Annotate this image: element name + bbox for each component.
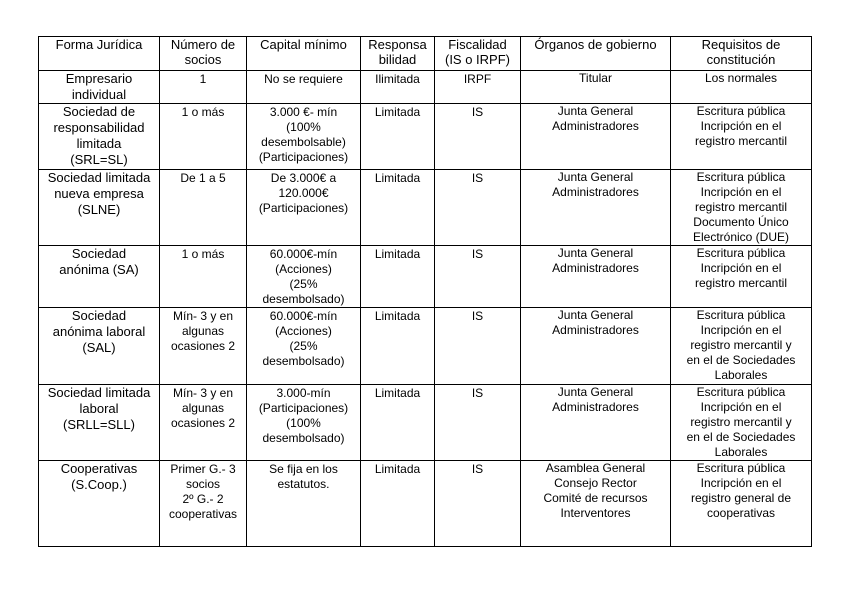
table-cell-requisitos xyxy=(671,246,812,308)
cell-text-line: Órganos de gobierno xyxy=(534,37,657,52)
cell-text-line: laboral xyxy=(79,401,119,416)
cell-text-line: 2º G.- 2 xyxy=(182,492,224,506)
cell-text-line: anónima laboral xyxy=(52,324,146,339)
cell-text-line: Mín- 3 y en xyxy=(172,386,234,400)
cell-text-line: en el de Sociedades xyxy=(686,353,796,367)
cell-text-line: Requisitos de xyxy=(701,37,781,52)
cell-text-line: registro mercantil xyxy=(694,134,788,148)
column-header-responsabilidad xyxy=(361,37,435,71)
cell-text-line: Documento Único xyxy=(693,215,789,229)
cell-text-line: Se fija en los xyxy=(269,462,338,476)
cell-text-line: desembolsado) xyxy=(262,292,345,306)
table-cell-requisitos xyxy=(671,71,812,104)
table-cell-numero xyxy=(160,170,247,246)
cell-text-line: desembolsado) xyxy=(262,431,345,445)
table-cell-organos xyxy=(521,104,671,170)
cell-text-line: Capital mínimo xyxy=(260,37,347,52)
column-header-fiscalidad xyxy=(435,37,521,71)
cell-text-line: Electrónico (DUE) xyxy=(692,230,790,244)
cell-text-line: responsabilidad xyxy=(53,120,145,135)
cell-text-line: Incripción en el xyxy=(700,119,782,133)
cell-text-line: (SLNE) xyxy=(77,202,121,217)
table-cell-responsabilidad xyxy=(361,71,435,104)
table-cell-fiscalidad xyxy=(435,308,521,385)
cell-text-line: Cooperativas xyxy=(60,461,138,476)
column-header-requisitos xyxy=(671,37,812,71)
table-cell-numero xyxy=(160,246,247,308)
table-row xyxy=(39,385,812,461)
cell-text-line: socios xyxy=(184,52,222,67)
cell-text-line: 1 o más xyxy=(181,105,225,119)
table-cell-capital xyxy=(247,461,361,547)
cell-text-line: (S.Coop.) xyxy=(71,477,127,492)
table-cell-forma xyxy=(39,385,160,461)
cell-text-line: Administradores xyxy=(552,400,639,414)
cell-text-line: Limitada xyxy=(374,462,421,476)
table-cell-requisitos xyxy=(671,170,812,246)
cell-text-line: Escritura pública xyxy=(696,104,786,118)
cell-text-line: Primer G.- 3 xyxy=(170,462,236,476)
cell-text-line: (SRL=SL) xyxy=(70,152,128,167)
cell-text-line: Laborales xyxy=(714,368,768,382)
cell-text-line: Administradores xyxy=(552,185,639,199)
cell-text-line: constitución xyxy=(706,52,776,67)
table-cell-organos xyxy=(521,461,671,547)
column-header-capital xyxy=(247,37,361,71)
table-row xyxy=(39,308,812,385)
cell-text-line: nueva empresa xyxy=(54,186,144,201)
cell-text-line: Administradores xyxy=(552,323,639,337)
cell-text-line: Limitada xyxy=(374,386,421,400)
table-cell-requisitos xyxy=(671,461,812,547)
table-cell-organos xyxy=(521,385,671,461)
cell-text-line: De 1 a 5 xyxy=(180,171,226,185)
table-cell-capital xyxy=(247,246,361,308)
cell-text-line: (100% xyxy=(286,416,321,430)
cell-text-line: Sociedad de xyxy=(62,104,136,119)
cell-text-line: (100% xyxy=(286,120,321,134)
table-cell-capital xyxy=(247,170,361,246)
cell-text-line: registro mercantil xyxy=(694,200,788,214)
cell-text-line: Laborales xyxy=(714,445,768,459)
cell-text-line: IS xyxy=(471,247,484,261)
table-cell-fiscalidad xyxy=(435,170,521,246)
cell-text-line: Limitada xyxy=(374,171,421,185)
table-cell-fiscalidad xyxy=(435,385,521,461)
cell-text-line: Número de xyxy=(170,37,236,52)
cell-text-line: IS xyxy=(471,105,484,119)
cell-text-line: IS xyxy=(471,386,484,400)
cell-text-line: IS xyxy=(471,309,484,323)
table-cell-forma xyxy=(39,308,160,385)
cell-text-line: Escritura pública xyxy=(696,308,786,322)
cell-text-line: (25% xyxy=(289,277,318,291)
table-cell-fiscalidad xyxy=(435,104,521,170)
cell-text-line: desembolsable) xyxy=(261,135,346,149)
cell-text-line: registro mercantil y xyxy=(690,415,792,429)
cell-text-line: Mín- 3 y en xyxy=(172,309,234,323)
table-cell-forma xyxy=(39,461,160,547)
cell-text-line: ocasiones 2 xyxy=(170,416,236,430)
cell-text-line: 3.000 €- mín xyxy=(269,105,338,119)
cell-text-line: registro mercantil y xyxy=(690,338,792,352)
legal-forms-table xyxy=(38,36,812,547)
table-cell-requisitos xyxy=(671,104,812,170)
table-row xyxy=(39,246,812,308)
cell-text-line: Administradores xyxy=(552,119,639,133)
cell-text-line: (Participaciones) xyxy=(258,201,349,215)
cell-text-line: limitada xyxy=(76,136,122,151)
table-cell-organos xyxy=(521,246,671,308)
column-header-organos xyxy=(521,37,671,71)
cell-text-line: Sociedad limitada xyxy=(47,170,151,185)
cell-text-line: estatutos. xyxy=(277,477,330,491)
cell-text-line: 60.000€-mín xyxy=(269,309,338,323)
table-body xyxy=(39,71,812,547)
cell-text-line: Junta General xyxy=(557,170,634,184)
cell-text-line: Incripción en el xyxy=(700,400,782,414)
cell-text-line: Sociedad xyxy=(71,246,127,261)
cell-text-line: Junta General xyxy=(557,104,634,118)
table-cell-responsabilidad xyxy=(361,104,435,170)
cell-text-line: 120.000€ xyxy=(278,186,329,200)
cell-text-line: Fiscalidad xyxy=(448,37,507,52)
cell-text-line: IS xyxy=(471,171,484,185)
table-cell-responsabilidad xyxy=(361,308,435,385)
cell-text-line: registro mercantil xyxy=(694,276,788,290)
cell-text-line: ocasiones 2 xyxy=(170,339,236,353)
cell-text-line: Responsa xyxy=(368,37,427,52)
cell-text-line: en el de Sociedades xyxy=(686,430,796,444)
table-cell-forma xyxy=(39,170,160,246)
cell-text-line: cooperativas xyxy=(168,507,238,521)
cell-text-line: cooperativas xyxy=(706,506,776,520)
table-row xyxy=(39,461,812,547)
cell-text-line: (SRLL=SLL) xyxy=(63,417,135,432)
table-cell-responsabilidad xyxy=(361,246,435,308)
cell-text-line: Empresario xyxy=(65,71,133,86)
cell-text-line: Limitada xyxy=(374,105,421,119)
table-cell-responsabilidad xyxy=(361,170,435,246)
table-cell-numero xyxy=(160,71,247,104)
cell-text-line: IS xyxy=(471,462,484,476)
cell-text-line: socios xyxy=(185,477,220,491)
cell-text-line: Escritura pública xyxy=(696,246,786,260)
table-cell-numero xyxy=(160,385,247,461)
cell-text-line: individual xyxy=(71,87,127,102)
table-cell-responsabilidad xyxy=(361,461,435,547)
cell-text-line: 1 o más xyxy=(181,247,225,261)
cell-text-line: 1 xyxy=(199,72,207,86)
cell-text-line: (Acciones) xyxy=(275,324,332,338)
table-cell-forma xyxy=(39,246,160,308)
cell-text-line: algunas xyxy=(181,401,225,415)
table-cell-organos xyxy=(521,71,671,104)
cell-text-line: (Acciones) xyxy=(275,262,332,276)
cell-text-line: Escritura pública xyxy=(696,461,786,475)
cell-text-line: Sociedad limitada xyxy=(47,385,151,400)
cell-text-line: Junta General xyxy=(557,385,634,399)
table-cell-capital xyxy=(247,385,361,461)
cell-text-line: Consejo Rector xyxy=(554,476,637,490)
table-header-row xyxy=(39,37,812,71)
table-cell-organos xyxy=(521,308,671,385)
cell-text-line: anónima (SA) xyxy=(59,262,139,277)
cell-text-line: Incripción en el xyxy=(700,476,782,490)
column-header-forma xyxy=(39,37,160,71)
cell-text-line: Incripción en el xyxy=(700,323,782,337)
cell-text-line: (SAL) xyxy=(82,340,116,355)
cell-text-line: Limitada xyxy=(374,309,421,323)
cell-text-line: Administradores xyxy=(552,261,639,275)
table-cell-numero xyxy=(160,461,247,547)
table-cell-fiscalidad xyxy=(435,71,521,104)
cell-text-line: bilidad xyxy=(378,52,417,67)
table-cell-capital xyxy=(247,104,361,170)
cell-text-line: Forma Jurídica xyxy=(55,37,143,52)
cell-text-line: Comité de recursos xyxy=(543,491,648,505)
cell-text-line: (IS o IRPF) xyxy=(444,52,510,67)
table-row xyxy=(39,71,812,104)
table-cell-fiscalidad xyxy=(435,461,521,547)
cell-text-line: Escritura pública xyxy=(696,385,786,399)
table-cell-requisitos xyxy=(671,308,812,385)
cell-text-line: (Participaciones) xyxy=(258,150,349,164)
cell-text-line: (25% xyxy=(289,339,318,353)
table-cell-organos xyxy=(521,170,671,246)
cell-text-line: Incripción en el xyxy=(700,185,782,199)
cell-text-line: IRPF xyxy=(463,72,492,86)
cell-text-line: Sociedad xyxy=(71,308,127,323)
table-cell-forma xyxy=(39,104,160,170)
table-cell-forma xyxy=(39,71,160,104)
table-cell-requisitos xyxy=(671,385,812,461)
table-cell-capital xyxy=(247,308,361,385)
cell-text-line: Limitada xyxy=(374,247,421,261)
cell-text-line: 3.000-mín xyxy=(276,386,331,400)
table-cell-fiscalidad xyxy=(435,246,521,308)
table-row xyxy=(39,104,812,170)
table-cell-capital xyxy=(247,71,361,104)
table-cell-numero xyxy=(160,104,247,170)
cell-text-line: Asamblea General xyxy=(545,461,646,475)
table-cell-responsabilidad xyxy=(361,385,435,461)
cell-text-line: No se requiere xyxy=(264,72,343,86)
cell-text-line: algunas xyxy=(181,324,225,338)
cell-text-line: registro general de xyxy=(690,491,792,505)
column-header-numero xyxy=(160,37,247,71)
cell-text-line: Los normales xyxy=(704,71,778,85)
cell-text-line: Ilimitada xyxy=(375,72,420,86)
table-cell-numero xyxy=(160,308,247,385)
cell-text-line: Titular xyxy=(579,71,612,85)
cell-text-line: Junta General xyxy=(557,308,634,322)
cell-text-line: 60.000€-mín xyxy=(269,247,338,261)
cell-text-line: Junta General xyxy=(557,246,634,260)
cell-text-line: (Participaciones) xyxy=(258,401,349,415)
cell-text-line: De 3.000€ a xyxy=(270,171,337,185)
cell-text-line: Interventores xyxy=(560,506,631,520)
cell-text-line: Escritura pública xyxy=(696,170,786,184)
table-row xyxy=(39,170,812,246)
cell-text-line: Incripción en el xyxy=(700,261,782,275)
cell-text-line: desembolsado) xyxy=(262,354,345,368)
